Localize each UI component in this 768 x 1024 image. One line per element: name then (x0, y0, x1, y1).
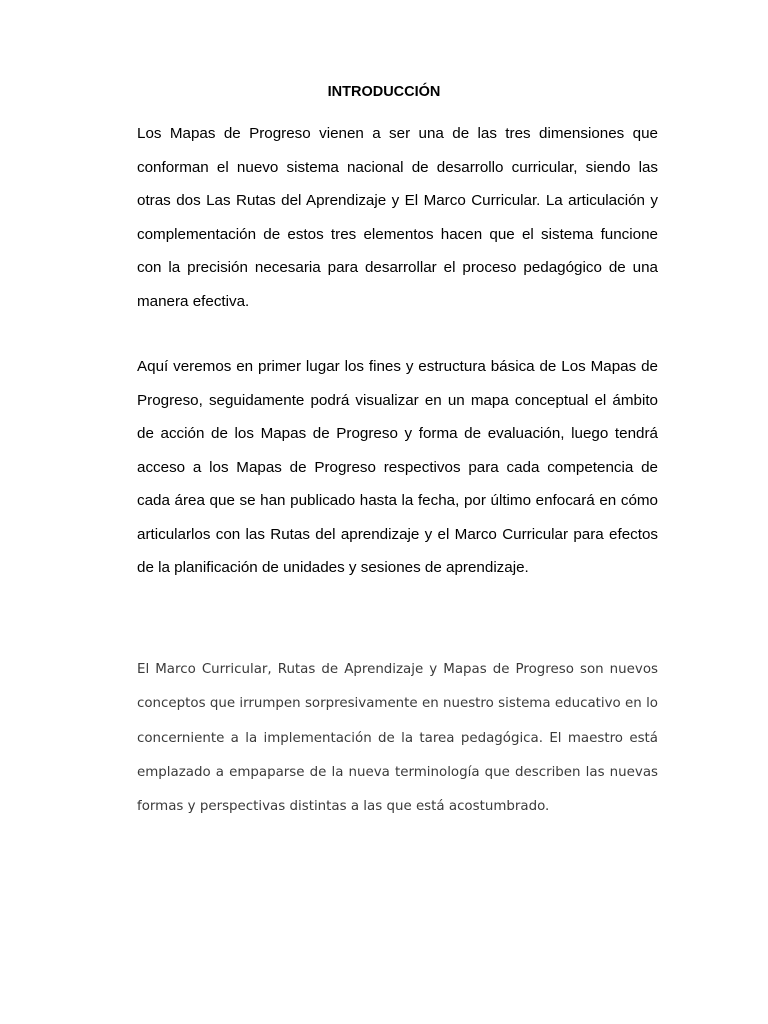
paragraph-2: Aquí veremos en primer lugar los fines y estructura básica de Los Mapas de Progreso, seguidamente podrá visualizar en un mapa conceptual el ámbito de acción de los Mapas de Progreso y forma de evaluación, luego tendrá acceso a los Mapas de Progreso respectivos para cada competencia de cada área que se han publicado hasta la fecha, por último enfocará en cómo articularlos con las Rutas del aprendizaje y el Marco Curricular para efectos de la planificación de unidades y sesiones de aprendizaje. (137, 358, 658, 576)
paragraph-1: Los Mapas de Progreso vienen a ser una de las tres dimensiones que conforman el nuevo sistema nacional de desarrollo curricular, siendo las otras dos Las Rutas del Aprendizaje y El Marco Curricular. La articulación y complementación de estos tres elementos hacen que el sistema funcione con la precisión necesaria para desarrollar el proceso pedagógico de una manera efectiva. (137, 125, 658, 310)
paragraph-3: El Marco Curricular, Rutas de Aprendizaje y Mapas de Progreso son nuevos conceptos que irrumpen sorpresivamente en nuestro sistema educativo en lo concerniente a la implementación de la tarea pedagógica. El maestro está emplazado a empaparse de la nueva terminología que describen las nuevas formas y perspectivas distintas a las que está acostumbrado. (137, 662, 658, 815)
document-title: INTRODUCCIÓN (327, 84, 441, 100)
